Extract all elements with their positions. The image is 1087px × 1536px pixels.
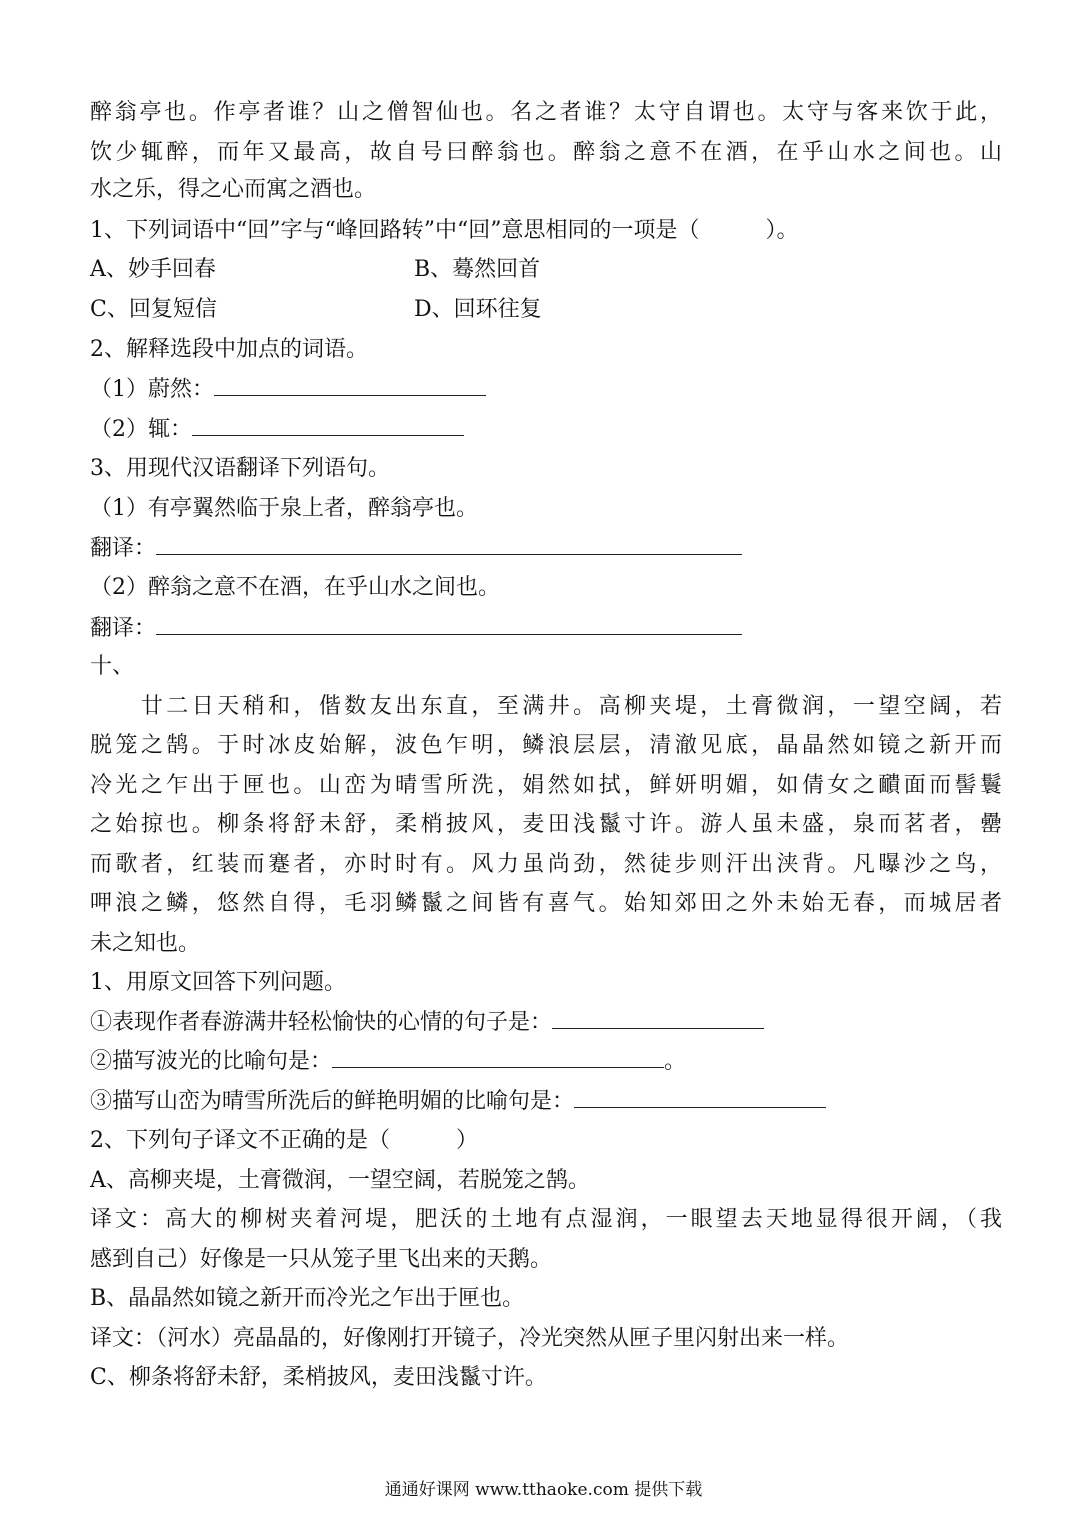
q2-item-2-label: （2）辄： (90, 417, 192, 442)
q1-options-row-1 (90, 255, 1002, 285)
q2-item-1-label: （1）蔚然： (90, 377, 214, 402)
q2-item-1 (90, 375, 1002, 405)
s10-q1-item-1 (90, 1008, 1002, 1038)
answer-blank (156, 614, 742, 635)
s10-q1-item-2-label: ②描写波光的比喻句是： (90, 1049, 333, 1074)
s10-q2-a-translation-1: 译文：高大的柳树夹着河堤，肥沃的土地有点湿润，一眼望去天地显得很开阔，（我 (90, 1207, 1002, 1232)
q1-stem: 1、下列词语中“回”字与“峰回路转”中“回”意思相同的一项是（ ）。 (90, 218, 799, 243)
q3-stem: 3、用现代汉语翻译下列语句。 (90, 456, 390, 481)
section-10-line-7: 未之知也。 (90, 931, 201, 956)
passage-line-2: 饮少辄醉，而年又最高，故自号曰醉翁也。醉翁之意不在酒，在乎山水之间也。山 (90, 140, 1002, 165)
s10-q2-a-translation-2: 感到自己）好像是一只从笼子里飞出来的天鹅。 (90, 1247, 553, 1272)
s10-q1-item-1-label: ①表现作者春游满井轻松愉快的心情的句子是： (90, 1010, 553, 1035)
footer-credit: 通通好课网 www.tthaoke.com 提供下载 (384, 1480, 703, 1500)
q3-item-2: （2）醉翁之意不在酒，在乎山水之间也。 (90, 575, 500, 600)
s10-q2-option-a: A、高柳夹堤，土膏微润，一望空阔，若脱笼之鹄。 (90, 1168, 590, 1193)
section-10-line-4: 之始掠也。柳条将舒未舒，柔梢披风，麦田浅鬣寸许。游人虽未盛，泉而茗者，罍 (90, 812, 1002, 837)
answer-blank (552, 1008, 764, 1029)
answer-blank (332, 1047, 664, 1068)
section-10-line-3: 冷光之乍出于匣也。山峦为晴雪所洗，娟然如拭，鲜妍明媚，如倩女之靧面而髻鬟 (90, 773, 1002, 798)
s10-q2-option-c: C、柳条将舒未舒，柔梢披风，麦田浅鬣寸许。 (90, 1365, 547, 1390)
s10-q1-item-3-label: ③描写山峦为晴雪所洗后的鲜艳明媚的比喻句是： (90, 1089, 575, 1114)
q1-option-b: B、蓦然回首 (414, 257, 541, 282)
q3-translation-1 (90, 534, 1002, 564)
translation-label: 翻译： (90, 616, 157, 641)
q2-item-2 (90, 415, 1002, 445)
section-10-line-2: 脱笼之鹄。于时冰皮始解，波色乍明，鳞浪层层，清澈见底，晶晶然如镜之新开而 (90, 733, 1002, 758)
q1-options-row-2 (90, 295, 1002, 325)
q3-item-1: （1）有亭翼然临于泉上者，醉翁亭也。 (90, 496, 478, 521)
q1-option-c: C、回复短信 (90, 297, 217, 322)
passage-line-3: 水之乐，得之心而寓之酒也。 (90, 177, 377, 202)
s10-q1-item-2-end: 。 (664, 1049, 687, 1074)
q1-option-d: D、回环往复 (414, 297, 542, 322)
passage-line-1: 醉翁亭也。作亭者谁？山之僧智仙也。名之者谁？太守自谓也。太守与客来饮于此， (90, 100, 1002, 125)
section-10-line-5: 而歌者，红装而蹇者，亦时时有。风力虽尚劲，然徒步则汗出浃背。凡曝沙之鸟， (90, 852, 1002, 877)
section-10-heading: 十、 (90, 654, 135, 679)
answer-blank (574, 1087, 826, 1108)
q2-stem: 2、解释选段中加点的词语。 (90, 337, 368, 362)
s10-q2-option-b: B、晶晶然如镜之新开而冷光之乍出于匣也。 (90, 1286, 525, 1311)
s10-q1-item-2 (90, 1047, 1002, 1077)
q3-translation-2 (90, 614, 1002, 644)
section-10-line-1: 廿二日天稍和，偕数友出东直，至满井。高柳夹堤，土膏微润，一望空阔，若 (90, 694, 1002, 719)
s10-q1-item-3 (90, 1087, 1002, 1117)
s10-q2-stem: 2、下列句子译文不正确的是（ ） (90, 1128, 478, 1153)
section-10-line-6: 呷浪之鳞，悠然自得，毛羽鳞鬣之间皆有喜气。始知郊田之外未始无春，而城居者 (90, 891, 1002, 916)
s10-q1-stem: 1、用原文回答下列问题。 (90, 970, 346, 995)
q1-option-a: A、妙手回春 (90, 257, 216, 282)
answer-blank (192, 415, 464, 436)
answer-blank (214, 375, 486, 396)
answer-blank (156, 534, 742, 555)
translation-label: 翻译： (90, 536, 157, 561)
s10-q2-b-translation: 译文：（河水）亮晶晶的，好像刚打开镜子，冷光突然从匣子里闪射出来一样。 (90, 1326, 850, 1351)
